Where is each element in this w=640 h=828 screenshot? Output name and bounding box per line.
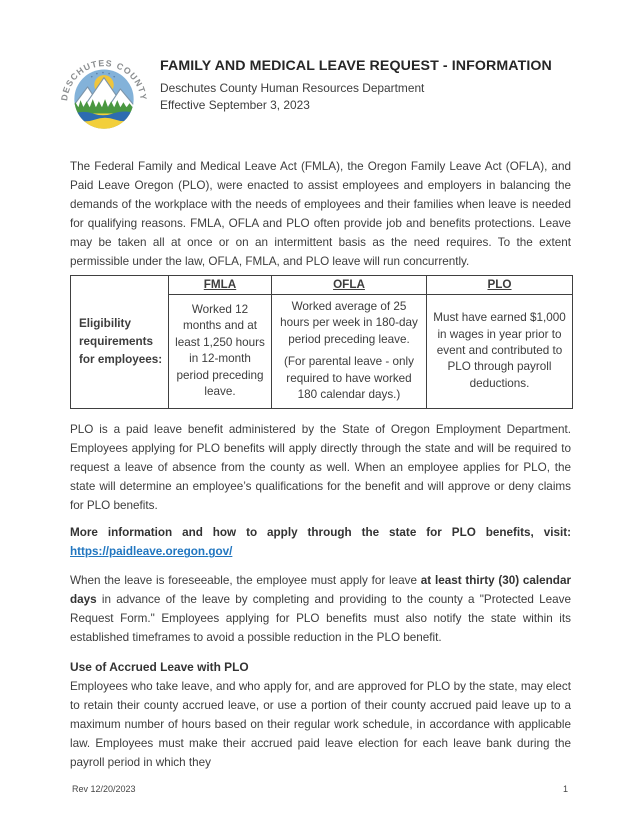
more-info-block	[70, 523, 571, 561]
logo-arc-text: DESCHUTES COUNTY	[59, 58, 149, 102]
department-subtitle: Deschutes County Human Resources Department	[160, 81, 425, 95]
eligibility-table	[70, 275, 573, 409]
eligibility-row-header: Eligibility requirements for employees:	[71, 276, 169, 409]
page-footer	[72, 784, 568, 794]
effective-date: Effective September 3, 2023	[160, 97, 310, 112]
deschutes-county-logo	[58, 46, 150, 138]
plo-benefit-paragraph: PLO is a paid leave benefit administered by the State of Oregon Employment Department. Employees applying for PLO benefits will apply directly through the state and will be required to request a leave of absence from the county as well. When an employee applies for PLO, the state will determine an employee’s qualifications for the benefit and will approve or deny claims for PLO benefits.	[70, 423, 571, 513]
accrued-leave-paragraph: Employees who take leave, and who apply for, and are approved for PLO by the state, may elect to retain their county accrued leave, or use a portion of their county accrued paid leave up to a maximum number of hours based on their regular work schedule, in accordance with applicable law. Employees must make their accrued paid leave election for each leave bank during the payroll period in which they	[70, 680, 571, 770]
foreseeable-paragraph	[70, 571, 571, 647]
paidleave-oregon-link[interactable]: https://paidleave.oregon.gov/	[70, 545, 233, 559]
revision-date: Rev 12/20/2023	[72, 784, 136, 794]
thirty-days-bold-text: at least thirty (30) calendar days	[70, 574, 571, 607]
column-header-fmla: FMLA	[169, 276, 272, 295]
document-body	[70, 157, 571, 772]
ofla-requirements-cell	[272, 295, 427, 409]
column-header-ofla: OFLA	[272, 276, 427, 295]
more-info-lead: More information and how to apply through the state for PLO benefits, visit:	[70, 526, 571, 540]
header-text-block	[160, 46, 552, 138]
document-header	[58, 46, 552, 138]
deschutes-county-logo-icon	[58, 46, 150, 138]
ofla-requirement-text: Worked average of 25 hours per week in 180-day period preceding leave.	[280, 300, 418, 346]
fmla-requirements-cell: Worked 12 months and at least 1,250 hours in 12-month period preceding leave.	[169, 295, 272, 409]
accrued-leave-heading: Use of Accrued Leave with PLO	[70, 660, 249, 675]
column-header-plo: PLO	[427, 276, 573, 295]
intro-paragraph: The Federal Family and Medical Leave Act (FMLA), the Oregon Family Leave Act (OFLA), and Paid Leave Oregon (PLO), were enacted to assist employees and employers in balancing the demands of the workplace with the needs of employees and their families when leave is needed for qualifying reasons. FMLA, OFLA and PLO often provide job and benefits protections. Leave may be taken all at once or on an intermittent basis as the need requires. To the extent permissible under the law, OFLA, FMLA, and PLO leave will run concurrently.	[70, 160, 571, 268]
page-title: FAMILY AND MEDICAL LEAVE REQUEST - INFORMATION	[160, 58, 552, 74]
page-number: 1	[562, 784, 568, 794]
foreseeable-text-2: in advance of the leave by completing and providing to the county a "Protected Leave Request Form." Employees applying for PLO benefits must also notify the state within its established timeframes to avoid a possible reduction in the PLO benefit.	[70, 593, 571, 645]
plo-requirements-cell: Must have earned $1,000 in wages in year prior to event and contributed to PLO through payroll deductions.	[427, 295, 573, 409]
table-header-row	[71, 276, 573, 295]
ofla-parental-note: (For parental leave - only required to have worked 180 calendar days.)	[284, 355, 414, 402]
foreseeable-text-1: When the leave is foreseeable, the employee must apply for leave	[70, 574, 421, 588]
